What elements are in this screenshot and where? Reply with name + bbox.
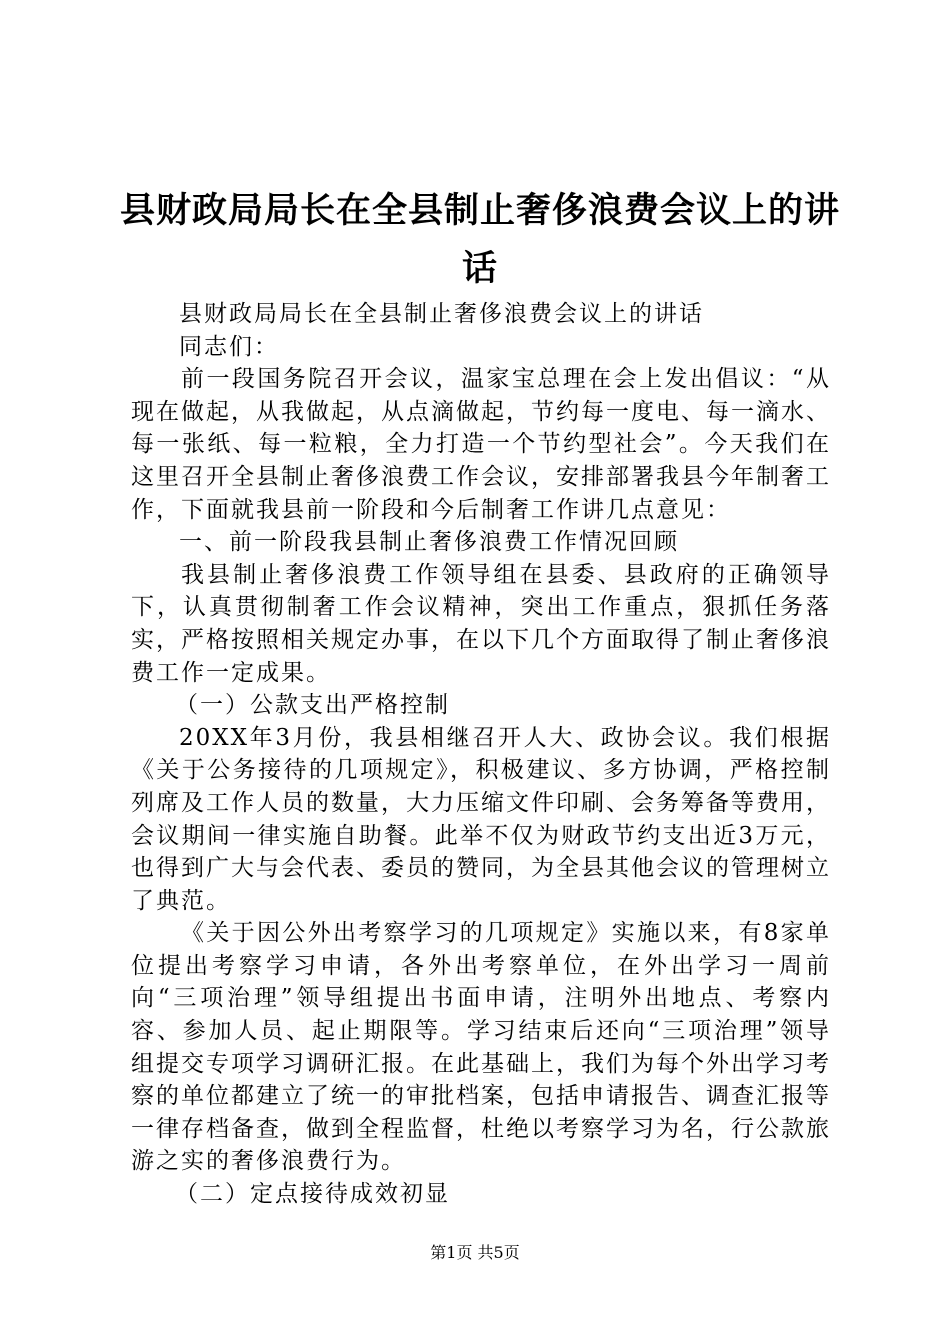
body-paragraph: 我县制止奢侈浪费工作领导组在县委、县政府的正确领导下，认真贯彻制奢工作会议精神，突出工作重点，狠抓任务落实，严格按照相关规定办事，在以下几个方面取得了制止奢侈浪费工作一定成果。	[131, 561, 831, 686]
document-title: 县财政局局长在全县制止奢侈浪费会议上的讲话	[120, 190, 841, 289]
body-paragraph: 20XX年3月份，我县相继召开人大、政协会议。我们根据《关于公务接待的几项规定》，积极建议、多方协调，严格控制列席及工作人员的数量，大力压缩文件印刷、会务筹备等费用，会议期间一律实施自助餐。此举不仅为财政节约支出近3万元，也得到广大与会代表、委员的赞同，为全县其他会议的管理树立了典范。	[131, 724, 831, 914]
body-subtitle: 县财政局局长在全县制止奢侈浪费会议上的讲话	[179, 301, 704, 327]
subsection-heading: （一）公款支出严格控制	[175, 692, 450, 719]
subsection-heading: （二）定点接待成效初显	[175, 1181, 450, 1208]
document-body	[131, 298, 831, 1211]
section-heading: 一、前一阶段我县制止奢侈浪费工作情况回顾	[179, 529, 679, 556]
body-paragraph: 《关于因公外出考察学习的几项规定》实施以来，有8家单位提出考察学习申请，各外出考察单位，在外出学习一周前向“三项治理”领导组提出书面申请，注明外出地点、考察内容、参加人员、起止期限等。学习结束后还向“三项治理”领导组提交专项学习调研汇报。在此基础上，我们为每个外出学习考察的单位都建立了统一的审批档案，包括申请报告、调查汇报等一律存档备查，做到全程监督，杜绝以考察学习为名，行公款旅游之实的奢侈浪费行为。	[131, 920, 831, 1175]
salutation: 同志们：	[179, 333, 279, 360]
page-footer	[0, 1242, 950, 1264]
body-paragraph: 前一段国务院召开会议，温家宝总理在会上发出倡议：“从现在做起，从我做起，从点滴做起，节约每一度电、每一滴水、每一张纸、每一粒粮，全力打造一个节约型社会”。今天我们在这里召开全县制止奢侈浪费工作会议，安排部署我县今年制奢工作，下面就我县前一阶段和今后制奢工作讲几点意见：	[131, 366, 831, 523]
page-indicator: 第1页 共5页	[430, 1243, 520, 1262]
